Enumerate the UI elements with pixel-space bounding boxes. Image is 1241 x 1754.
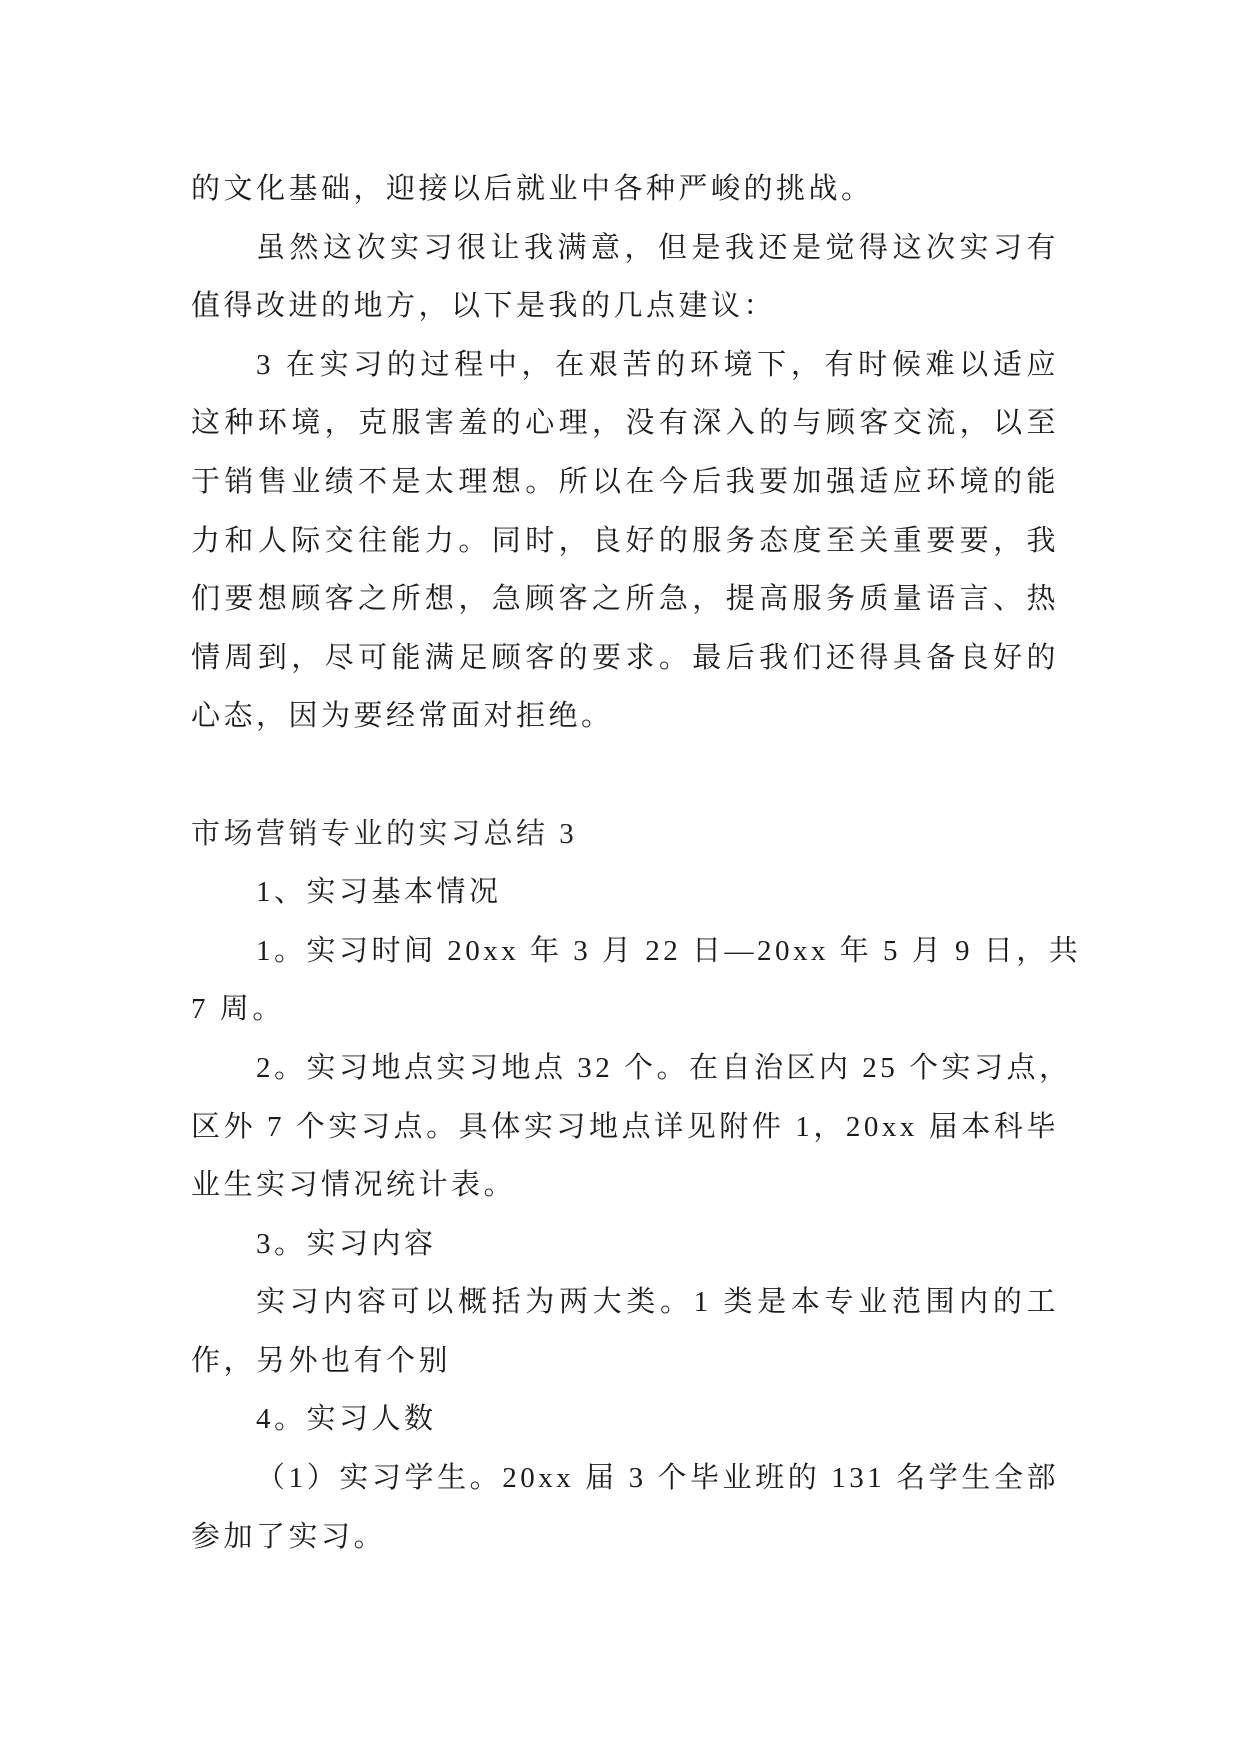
paragraph-line: 们要想顾客之所想，急顾客之所急，提高服务质量语言、热 xyxy=(191,583,1059,616)
paragraph-line: 2。实习地点实习地点 32 个。在自治区内 25 个实习点， xyxy=(256,1051,1072,1084)
paragraph-line: 业生实习情况统计表。 xyxy=(191,1169,517,1202)
paragraph-line: 7 周。 xyxy=(191,993,285,1026)
paragraph xyxy=(191,863,1059,922)
paragraph-line: 于销售业绩不是太理想。所以在今后我要加强适应环境的能 xyxy=(191,465,1059,498)
paragraph-line: 力和人际交往能力。同时，良好的服务态度至关重要要，我 xyxy=(191,524,1059,557)
paragraph xyxy=(191,219,1059,336)
paragraph-line: 实习内容可以概括为两大类。1 类是本专业范围内的工 xyxy=(256,1286,1059,1319)
paragraph xyxy=(191,1273,1059,1390)
paragraph-line: 值得改进的地方，以下是我的几点建议： xyxy=(191,290,777,323)
paragraph-line: 3。实习内容 xyxy=(256,1227,437,1260)
paragraph xyxy=(191,1039,1072,1215)
paragraph xyxy=(191,1215,1059,1274)
paragraph-line: 4。实习人数 xyxy=(256,1403,437,1436)
paragraph-line: 作，另外也有个别 xyxy=(191,1344,452,1377)
paragraph-line: 1。实习时间 20xx 年 3 月 22 日—20xx 年 5 月 9 日，共 xyxy=(256,934,1082,967)
paragraph-line: 的文化基础，迎接以后就业中各种严峻的挑战。 xyxy=(191,173,874,205)
section-heading: 市场营销专业的实习总结 3 xyxy=(191,817,578,850)
paragraph-spacer xyxy=(191,746,1059,805)
paragraph xyxy=(191,922,1082,1039)
paragraph xyxy=(191,336,1059,746)
paragraph xyxy=(191,160,1059,219)
paragraph-line: 心态，因为要经常面对拒绝。 xyxy=(191,700,614,733)
paragraph xyxy=(191,1390,1059,1449)
paragraph-line: 这种环境，克服害羞的心理，没有深入的与顾客交流，以至 xyxy=(191,407,1059,440)
paragraph-line: 参加了实习。 xyxy=(191,1520,387,1553)
paragraph-line: 1、实习基本情况 xyxy=(256,876,502,909)
paragraph-line: 3 在实习的过程中，在艰苦的环境下，有时候难以适应 xyxy=(256,348,1059,381)
paragraph-line: 情周到，尽可能满足顾客的要求。最后我们还得具备良好的 xyxy=(191,641,1059,674)
document-body xyxy=(191,160,1082,1566)
paragraph-line: （1）实习学生。20xx 届 3 个毕业班的 131 名学生全部 xyxy=(256,1462,1059,1495)
paragraph-line: 区外 7 个实习点。具体实习地点详见附件 1，20xx 届本科毕 xyxy=(191,1110,1059,1143)
paragraph xyxy=(191,1449,1059,1566)
paragraph-line: 虽然这次实习很让我满意，但是我还是觉得这次实习有 xyxy=(256,231,1059,264)
